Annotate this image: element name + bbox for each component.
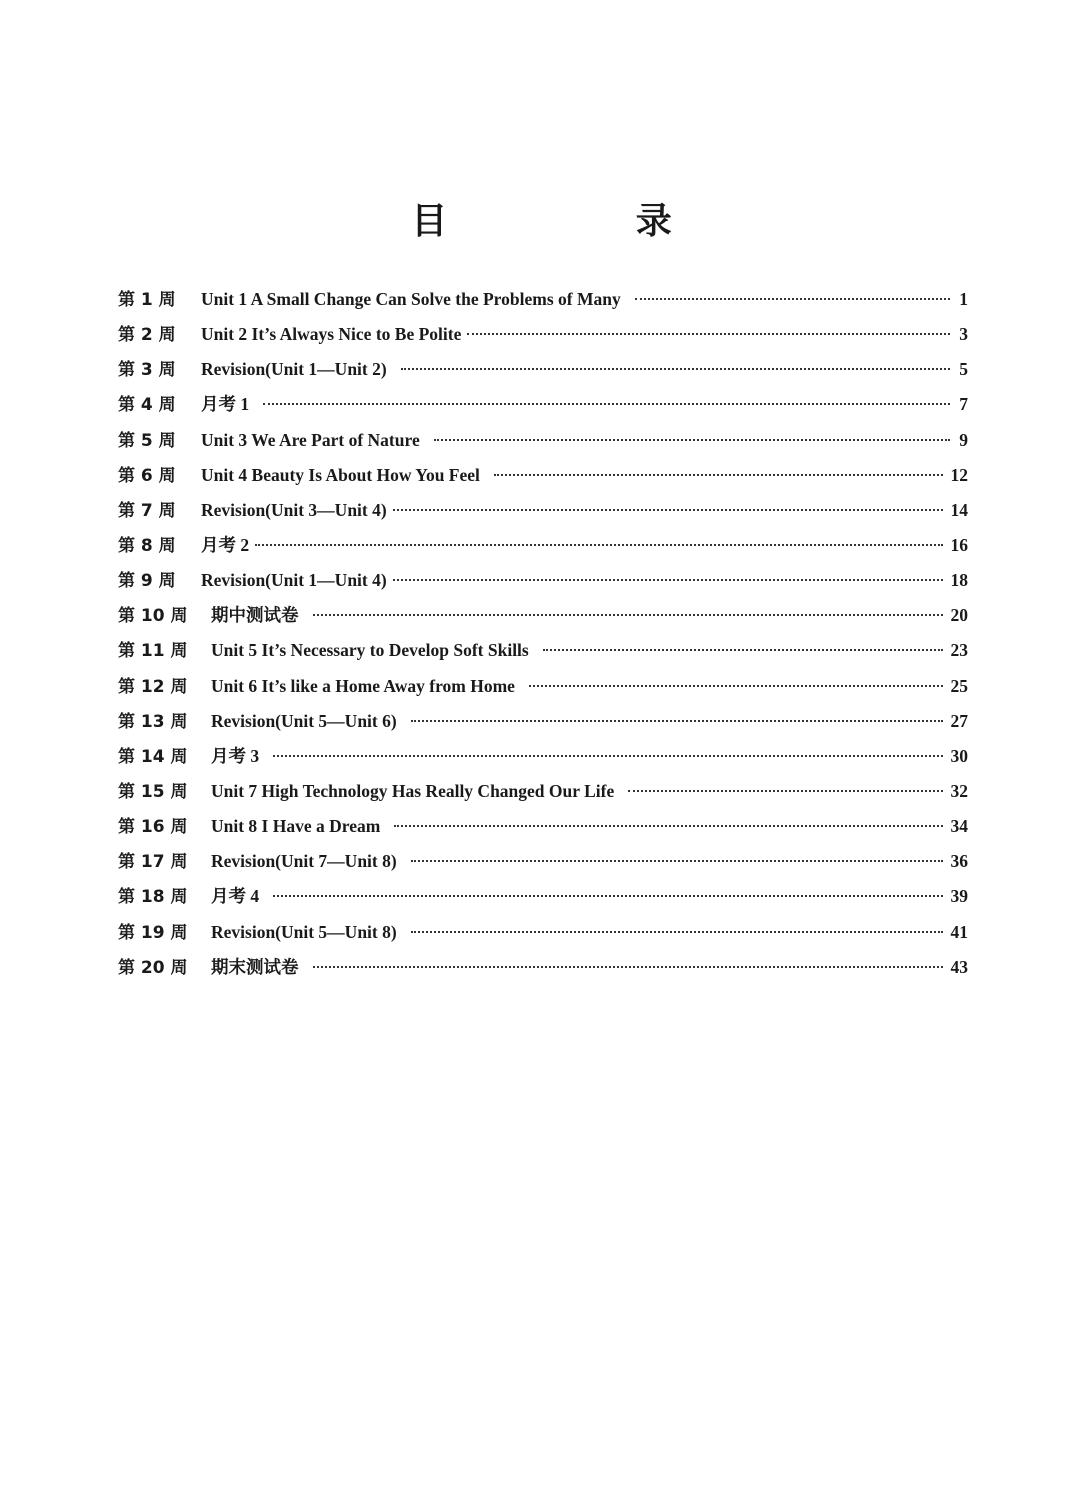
dot-leader [313,966,943,968]
toc-entry-title: Revision(Unit 7—Unit 8) [211,851,397,872]
toc-entry[interactable] [118,739,968,774]
toc-entry-title: Unit 7 High Technology Has Really Changed Our Life [211,780,615,801]
dot-leader [434,439,950,441]
toc-week-label: 第 5 周 [118,430,176,451]
toc-entry[interactable] [118,458,968,493]
toc-week-label: 第 18 周 [118,887,188,908]
dot-leader [628,790,942,792]
toc-entry-title: Revision(Unit 3—Unit 4) [201,499,387,520]
toc-entry-title: Unit 3 We Are Part of Nature [201,429,420,450]
dot-leader [411,931,943,933]
toc-entry-title: Revision(Unit 1—Unit 2) [201,359,387,380]
toc-page-number: 23 [950,640,968,661]
toc-entry[interactable] [118,704,968,739]
page-title: 目 录 [411,201,760,242]
toc-page-number: 41 [950,921,968,942]
dot-leader [411,860,943,862]
toc-entry-title: 月考 4 [211,886,260,907]
toc-entry-title: Revision(Unit 5—Unit 6) [211,710,397,731]
toc-entry[interactable] [118,598,968,633]
toc-entry[interactable] [118,844,968,879]
toc-entry[interactable] [118,282,968,317]
toc-entry-title: 月考 1 [201,394,250,415]
toc-entry[interactable] [118,317,968,352]
toc-page-number: 34 [950,816,968,837]
toc-entry[interactable] [118,633,968,668]
toc-week-label: 第 15 周 [118,781,188,802]
toc-week-label: 第 6 周 [118,465,176,486]
toc-page-number: 9 [959,429,968,450]
toc-page-number: 32 [950,780,968,801]
toc-entry[interactable] [118,915,968,950]
toc-week-label: 第 14 周 [118,746,188,767]
toc-entry-title: Unit 2 It’s Always Nice to Be Polite [201,324,462,345]
toc-page-number: 18 [950,570,968,591]
toc-entry[interactable] [118,528,968,563]
dot-leader [255,544,942,546]
toc-entry[interactable] [118,563,968,598]
toc-entry[interactable] [118,387,968,422]
toc-week-label: 第 7 周 [118,500,176,521]
toc-page-number: 14 [950,499,968,520]
dot-leader [401,368,950,370]
toc-page-number: 30 [950,745,968,766]
toc-week-label: 第 11 周 [118,641,188,662]
toc-page-number: 5 [959,359,968,380]
toc-entry-title: 期中测试卷 [211,605,299,626]
dot-leader [263,403,950,405]
toc-entry-title: Unit 1 A Small Change Can Solve the Problems of Many [201,289,621,309]
toc-week-label: 第 1 周 [118,290,176,310]
toc-page-number: 3 [959,324,968,345]
toc-week-label: 第 9 周 [118,571,176,592]
toc-page-number: 7 [959,394,968,415]
toc-week-label: 第 10 周 [118,606,188,627]
toc-entry-title: Unit 5 It’s Necessary to Develop Soft Skills [211,640,529,661]
dot-leader [393,579,943,581]
dot-leader [411,720,943,722]
toc-entry[interactable] [118,774,968,809]
toc-week-label: 第 16 周 [118,817,188,838]
dot-leader [529,685,943,687]
toc-week-label: 第 2 周 [118,325,176,346]
toc-week-label: 第 12 周 [118,676,188,697]
toc-entry-title: 期末测试卷 [211,956,299,977]
toc-entry-title: Unit 4 Beauty Is About How You Feel [201,464,480,485]
toc-entry[interactable] [118,423,968,458]
toc-page-number: 16 [950,534,968,555]
toc-entry-title: 月考 3 [211,745,260,766]
toc-week-label: 第 17 周 [118,852,188,873]
dot-leader [467,333,950,335]
toc-page-number: 39 [950,886,968,907]
toc-entry[interactable] [118,879,968,914]
toc-entry-title: Revision(Unit 1—Unit 4) [201,570,387,591]
toc-page-number: 20 [950,605,968,626]
toc-entry-title: Revision(Unit 5—Unit 8) [211,921,397,942]
dot-leader [393,509,943,511]
toc-week-label: 第 8 周 [118,535,176,556]
dot-leader [494,474,943,476]
toc-page-number: 12 [950,464,968,485]
dot-leader [313,614,943,616]
dot-leader [635,298,950,300]
toc-week-label: 第 3 周 [118,360,176,381]
toc-entry[interactable] [118,352,968,387]
toc-entry-title: Unit 6 It’s like a Home Away from Home [211,675,515,696]
toc-entry[interactable] [118,493,968,528]
table-of-contents [118,282,968,985]
toc-week-label: 第 13 周 [118,711,188,732]
toc-entry-title: Unit 8 I Have a Dream [211,816,381,837]
dot-leader [394,825,942,827]
dot-leader [273,755,942,757]
toc-week-label: 第 4 周 [118,395,176,416]
dot-leader [273,895,942,897]
toc-entry[interactable] [118,950,968,985]
toc-page-number: 25 [950,675,968,696]
dot-leader [543,649,943,651]
toc-entry[interactable] [118,809,968,844]
toc-page-number: 1 [959,289,968,309]
toc-entry-title: 月考 2 [201,534,250,555]
toc-page-number: 36 [950,851,968,872]
toc-page-number: 43 [950,956,968,977]
toc-page-number: 27 [950,710,968,731]
toc-week-label: 第 19 周 [118,922,188,943]
toc-entry[interactable] [118,669,968,704]
toc-week-label: 第 20 周 [118,957,188,978]
